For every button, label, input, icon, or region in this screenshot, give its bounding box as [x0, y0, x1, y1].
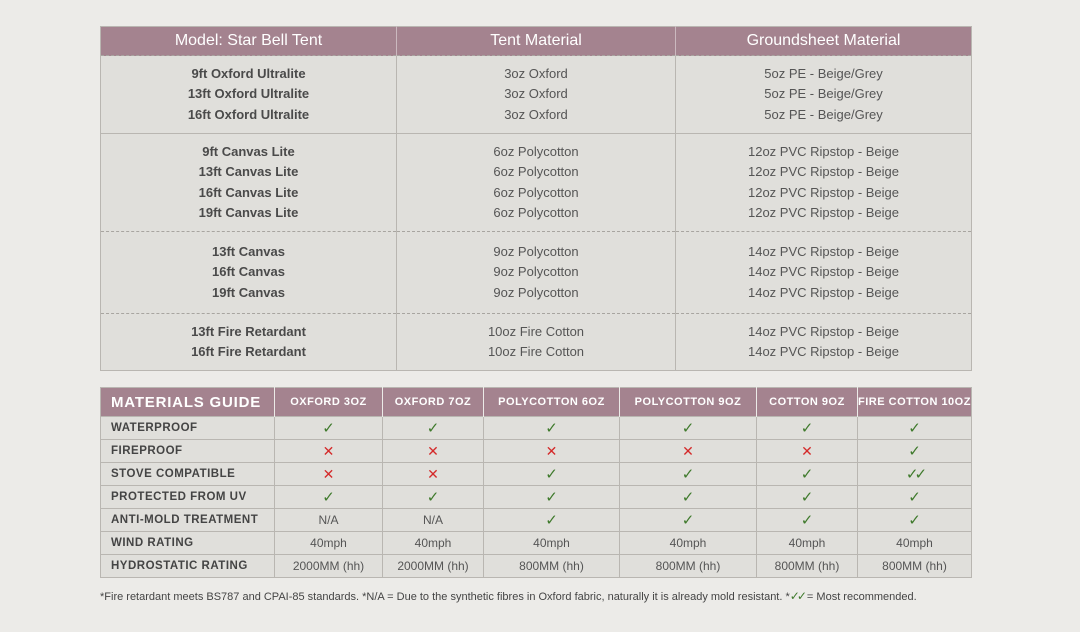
tent-material: 9oz Polycotton	[493, 264, 579, 280]
groundsheet-material-cell	[676, 134, 972, 232]
model-name: 16ft Oxford Ultralite	[187, 106, 310, 122]
groundsheet-material-cell	[676, 56, 972, 134]
double-checkmark-icon: ✓✓	[905, 465, 924, 483]
rating-cell	[275, 417, 383, 440]
checkmark-icon: ✓	[681, 419, 695, 437]
tent-material: 3oz Oxford	[504, 106, 568, 122]
guide-row	[101, 532, 972, 555]
value-cell: 2000MM (hh)	[275, 555, 383, 578]
property-label: FIREPROOF	[101, 440, 275, 463]
rating-cell	[858, 440, 972, 463]
guide-column-header: COTTON 9OZ	[757, 388, 858, 417]
tent-material-cell	[397, 56, 676, 134]
cross-icon: ✕	[545, 442, 558, 459]
rating-cell	[858, 509, 972, 532]
cross-icon: ✕	[801, 442, 813, 459]
groundsheet-material: 5oz PE - Beige/Grey	[764, 86, 883, 102]
model-group-row	[101, 314, 972, 371]
model-name: 16ft Fire Retardant	[191, 344, 306, 359]
rating-cell	[757, 417, 858, 440]
rating-cell	[383, 440, 484, 463]
checkmark-icon: ✓	[908, 419, 921, 437]
materials-guide-table	[100, 387, 972, 578]
rating-cell	[275, 463, 383, 486]
tent-material: 6oz Polycotton	[493, 164, 579, 179]
header-tent-material: Tent Material	[397, 27, 676, 56]
value-cell: 40mph	[275, 532, 383, 555]
model-group-row	[101, 232, 972, 314]
tent-material: 6oz Polycotton	[493, 143, 579, 159]
model-name: 9ft Canvas Lite	[202, 143, 295, 159]
checkmark-icon: ✓	[545, 511, 558, 529]
property-label: WATERPROOF	[101, 417, 275, 440]
groundsheet-material: 14oz PVC Ripstop - Beige	[747, 284, 900, 300]
model-name: 19ft Canvas	[212, 284, 285, 300]
model-names-cell	[101, 134, 397, 232]
guide-column-header: OXFORD 7OZ	[383, 388, 484, 417]
property-label: STOVE COMPATIBLE	[101, 463, 275, 486]
cross-icon: ✕	[427, 442, 439, 459]
value-cell: N/A	[383, 509, 484, 532]
model-names-cell	[101, 232, 397, 314]
rating-cell	[383, 486, 484, 509]
cross-icon: ✕	[322, 465, 335, 482]
model-name: 9ft Oxford Ultralite	[191, 65, 306, 81]
rating-cell	[484, 486, 620, 509]
tent-material-cell	[397, 134, 676, 232]
footnote	[100, 589, 1000, 603]
value-cell: 800MM (hh)	[757, 555, 858, 578]
checkmark-icon: ✓	[800, 419, 814, 437]
checkmark-icon: ✓	[908, 511, 921, 529]
guide-row	[101, 417, 972, 440]
groundsheet-material: 14oz PVC Ripstop - Beige	[747, 344, 900, 359]
rating-cell	[757, 486, 858, 509]
tent-material: 10oz Fire Cotton	[487, 323, 585, 339]
rating-cell	[484, 417, 620, 440]
tent-material: 9oz Polycotton	[493, 284, 579, 300]
checkmark-icon: ✓	[800, 488, 814, 506]
rating-cell	[484, 440, 620, 463]
groundsheet-material: 14oz PVC Ripstop - Beige	[747, 323, 900, 339]
groundsheet-material: 12oz PVC Ripstop - Beige	[747, 184, 900, 200]
guide-column-header: POLYCOTTON 6OZ	[484, 388, 620, 417]
guide-column-header: POLYCOTTON 9OZ	[620, 388, 757, 417]
rating-cell	[858, 486, 972, 509]
rating-cell	[858, 417, 972, 440]
groundsheet-material-cell	[676, 314, 972, 371]
footnote-text: *Fire retardant meets BS787 and CPAI-85 standards. *N/A = Due to the synthetic fibres in Oxford fabric, naturally it is already mold resistant. *	[100, 591, 790, 603]
groundsheet-material: 12oz PVC Ripstop - Beige	[747, 143, 900, 159]
tent-material: 3oz Oxford	[504, 86, 568, 102]
model-name: 13ft Canvas	[212, 243, 285, 259]
double-checkmark-icon: ✓✓	[789, 589, 804, 603]
rating-cell	[858, 463, 972, 486]
tent-material-cell	[397, 232, 676, 314]
model-name: 13ft Canvas Lite	[198, 164, 299, 179]
tent-material: 9oz Polycotton	[493, 243, 579, 259]
property-label: ANTI-MOLD TREATMENT	[101, 509, 275, 532]
model-table-header	[101, 27, 972, 56]
model-name: 16ft Canvas Lite	[198, 184, 299, 200]
model-table	[100, 26, 972, 371]
groundsheet-material: 12oz PVC Ripstop - Beige	[747, 205, 900, 220]
value-cell: 800MM (hh)	[858, 555, 972, 578]
guide-column-header: FIRE COTTON 10OZ	[858, 388, 972, 417]
checkmark-icon: ✓	[908, 488, 921, 506]
rating-cell	[484, 463, 620, 486]
model-name: 13ft Fire Retardant	[191, 323, 306, 339]
checkmark-icon: ✓	[908, 442, 921, 460]
checkmark-icon: ✓	[545, 465, 558, 483]
value-cell: 800MM (hh)	[620, 555, 757, 578]
value-cell: 40mph	[383, 532, 484, 555]
tent-material-cell	[397, 314, 676, 371]
value-cell: 40mph	[858, 532, 972, 555]
model-name: 19ft Canvas Lite	[198, 205, 299, 220]
rating-cell	[620, 486, 757, 509]
rating-cell	[620, 440, 757, 463]
groundsheet-material: 12oz PVC Ripstop - Beige	[747, 164, 900, 179]
cross-icon: ✕	[427, 465, 439, 482]
rating-cell	[484, 509, 620, 532]
model-name: 16ft Canvas	[212, 264, 285, 280]
guide-row	[101, 440, 972, 463]
tent-material: 10oz Fire Cotton	[487, 344, 585, 359]
checkmark-icon: ✓	[545, 488, 558, 506]
property-label: HYDROSTATIC RATING	[101, 555, 275, 578]
footnote-text-end: = Most recommended.	[803, 591, 917, 603]
checkmark-icon: ✓	[426, 419, 440, 437]
tent-material: 3oz Oxford	[504, 65, 568, 81]
model-name: 13ft Oxford Ultralite	[187, 86, 310, 102]
rating-cell	[383, 463, 484, 486]
guide-title: MATERIALS GUIDE	[101, 388, 275, 417]
guide-row	[101, 463, 972, 486]
rating-cell	[275, 440, 383, 463]
property-label: PROTECTED FROM UV	[101, 486, 275, 509]
guide-row	[101, 509, 972, 532]
value-cell: 40mph	[620, 532, 757, 555]
rating-cell	[275, 486, 383, 509]
rating-cell	[757, 509, 858, 532]
guide-row	[101, 486, 972, 509]
rating-cell	[757, 440, 858, 463]
header-model: Model: Star Bell Tent	[101, 27, 397, 56]
cross-icon: ✕	[322, 442, 335, 459]
checkmark-icon: ✓	[681, 488, 695, 506]
value-cell: 2000MM (hh)	[383, 555, 484, 578]
rating-cell	[620, 417, 757, 440]
guide-column-header: OXFORD 3OZ	[275, 388, 383, 417]
model-names-cell	[101, 56, 397, 134]
groundsheet-material-cell	[676, 232, 972, 314]
model-group-row	[101, 134, 972, 232]
cross-icon: ✕	[682, 442, 694, 459]
model-names-cell	[101, 314, 397, 371]
model-group-row	[101, 56, 972, 134]
checkmark-icon: ✓	[800, 465, 814, 483]
rating-cell	[620, 509, 757, 532]
tent-material: 6oz Polycotton	[493, 184, 579, 200]
checkmark-icon: ✓	[322, 488, 335, 506]
value-cell: 40mph	[484, 532, 620, 555]
rating-cell	[757, 463, 858, 486]
guide-row	[101, 555, 972, 578]
rating-cell	[383, 417, 484, 440]
checkmark-icon: ✓	[681, 511, 695, 529]
value-cell: 800MM (hh)	[484, 555, 620, 578]
header-groundsheet-material: Groundsheet Material	[676, 27, 972, 56]
checkmark-icon: ✓	[322, 419, 335, 437]
rating-cell	[620, 463, 757, 486]
checkmark-icon: ✓	[681, 465, 695, 483]
checkmark-icon: ✓	[426, 488, 440, 506]
groundsheet-material: 14oz PVC Ripstop - Beige	[747, 264, 900, 280]
tent-material: 6oz Polycotton	[493, 205, 579, 220]
value-cell: N/A	[275, 509, 383, 532]
checkmark-icon: ✓	[545, 419, 558, 437]
property-label: WIND RATING	[101, 532, 275, 555]
groundsheet-material: 5oz PE - Beige/Grey	[764, 106, 883, 122]
guide-header-row	[101, 388, 972, 417]
groundsheet-material: 14oz PVC Ripstop - Beige	[747, 243, 900, 259]
checkmark-icon: ✓	[800, 511, 814, 529]
groundsheet-material: 5oz PE - Beige/Grey	[764, 65, 883, 81]
value-cell: 40mph	[757, 532, 858, 555]
